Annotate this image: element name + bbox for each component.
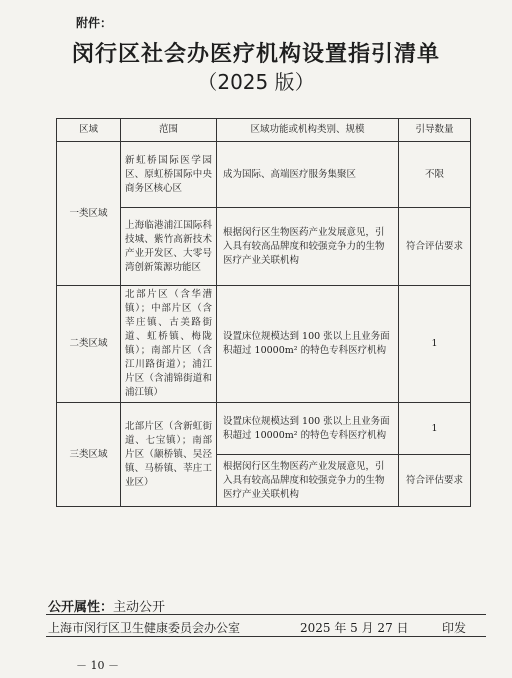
page-number: － 10 － (76, 659, 119, 672)
function-cell: 根据闵行区生物医药产业发展意见，引入具有较高品牌度和较强竞争力的生物医疗产业关联机构 (217, 208, 399, 286)
guide-cell: 不限 (399, 142, 471, 208)
range-cell: 新虹桥国际医学园区、原虹桥国际中央商务区核心区 (121, 142, 217, 208)
zone-cell: 二类区域 (57, 286, 121, 403)
table-row (57, 142, 471, 208)
table-row (57, 403, 471, 455)
zone-cell: 三类区域 (57, 403, 121, 507)
footer-divider-top (46, 614, 486, 615)
range-cell: 北部片区（含华漕镇）；中部片区（含莘庄镇、古美路街道、虹桥镇、梅陇镇）；南部片区（含江川路街道）；浦江片区（含浦锦街道和浦江镇） (121, 286, 217, 403)
function-cell: 设置床位规模达到 100 张以上且业务面积超过 10000m² 的特色专科医疗机构 (217, 286, 399, 403)
function-cell: 设置床位规模达到 100 张以上且业务面积超过 10000m² 的特色专科医疗机构 (217, 403, 399, 455)
guide-cell: 符合评估要求 (399, 455, 471, 507)
footer-divider-bottom (46, 636, 486, 637)
publicity-value: 主动公开 (113, 600, 166, 615)
range-cell: 上海临港浦江国际科技城、紫竹高新技术产业开发区、大零号湾创新策源功能区 (121, 208, 217, 286)
zone-cell: 一类区域 (57, 142, 121, 286)
table-row (57, 286, 471, 403)
guide-cell: 1 (399, 403, 471, 455)
guide-table (56, 118, 471, 507)
header-range: 范围 (121, 119, 217, 142)
document-title: 闵行区社会办医疗机构设置指引清单 (71, 42, 440, 67)
publicity-label: 公开属性： (48, 600, 114, 615)
attachment-label: 附件： (76, 16, 113, 30)
table-header-row (57, 119, 471, 142)
function-cell: 成为国际、高端医疗服务集聚区 (217, 142, 399, 208)
document-subtitle: （2025 版） (197, 70, 315, 94)
publicity-attribute (48, 596, 165, 615)
function-cell: 根据闵行区生物医药产业发展意见，引入具有较高品牌度和较强竞争力的生物医疗产业关联机构 (217, 455, 399, 507)
header-function: 区域功能或机构类别、规模 (217, 119, 399, 142)
guide-cell: 1 (399, 286, 471, 403)
guide-cell: 符合评估要求 (399, 208, 471, 286)
header-guide: 引导数量 (399, 119, 471, 142)
issue-date: 2025 年 5 月 27 日 (300, 621, 409, 635)
header-zone: 区域 (57, 119, 121, 142)
range-cell: 北部片区（含新虹街道、七宝镇）；南部片区（颛桥镇、吴泾镇、马桥镇、莘庄工业区） (121, 403, 217, 507)
print-label: 印发 (442, 621, 467, 635)
issuing-office: 上海市闵行区卫生健康委员会办公室 (48, 621, 241, 635)
